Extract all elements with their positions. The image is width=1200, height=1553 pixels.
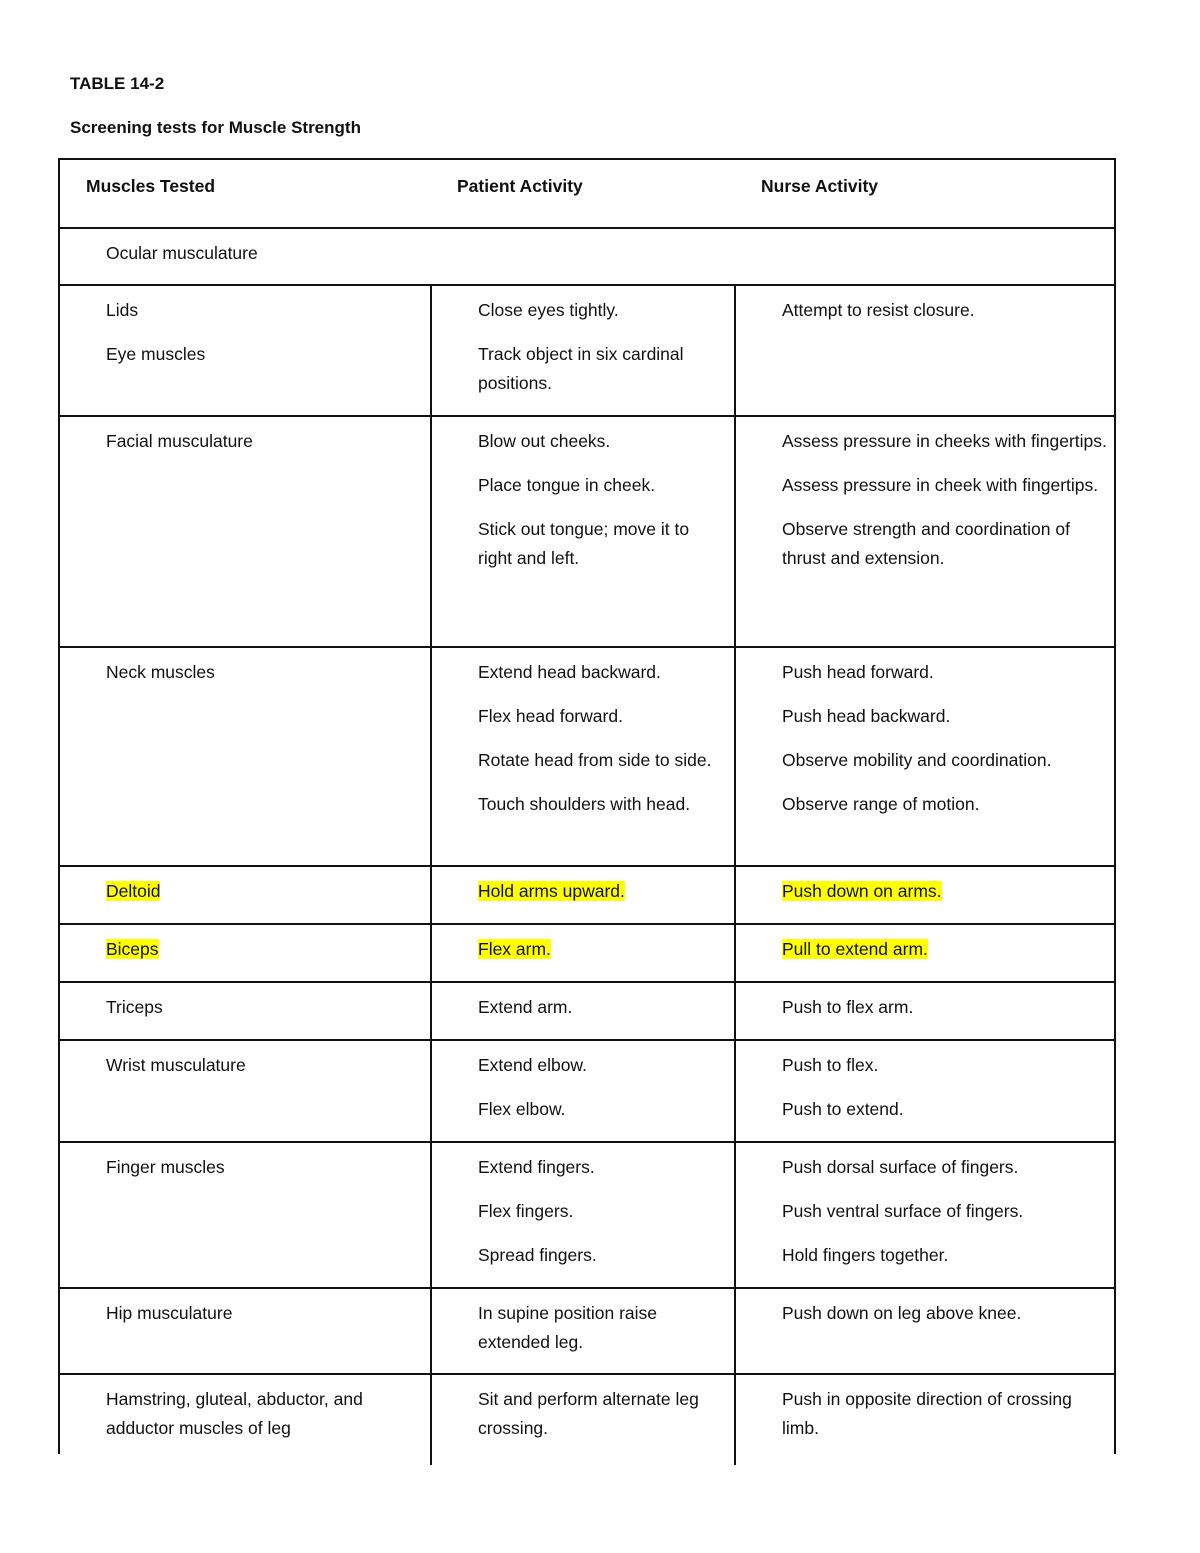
cell-text: Finger muscles [106, 1157, 225, 1177]
table-row [60, 1289, 1114, 1375]
cell-text: Facial musculature [106, 431, 253, 451]
cell-text: Observe range of motion. [782, 794, 980, 814]
muscles-tested-cell [60, 983, 430, 1039]
cell-text: Push dorsal surface of fingers. [782, 1157, 1019, 1177]
cell-text: Hip musculature [106, 1303, 233, 1323]
column-header-patient-activity: Patient Activity [457, 176, 583, 196]
muscle-strength-table [58, 158, 1116, 1454]
cell-text: Triceps [106, 997, 163, 1017]
cell-text: Close eyes tightly. [478, 300, 619, 320]
cell-text: Push down on arms. [782, 881, 942, 901]
nurse-activity-cell [734, 417, 1114, 646]
cell-text: In supine position raise extended leg. [478, 1303, 657, 1352]
cell-text: Flex elbow. [478, 1099, 566, 1119]
cell-text: Hold arms upward. [478, 881, 625, 901]
column-header-nurse-activity: Nurse Activity [761, 176, 879, 196]
muscles-tested-cell [60, 648, 430, 865]
table-row [60, 1143, 1114, 1289]
patient-activity-cell [430, 648, 734, 865]
cell-text: Push down on leg above knee. [782, 1303, 1022, 1323]
cell-text: Flex arm. [478, 939, 551, 959]
nurse-activity-cell [734, 1041, 1114, 1141]
column-header-muscles: Muscles Tested [86, 176, 216, 196]
muscles-tested-cell [60, 1143, 430, 1287]
table-row [60, 925, 1114, 983]
muscles-tested-cell [60, 1289, 430, 1373]
nurse-activity-cell [734, 867, 1114, 923]
section-label: Ocular musculature [106, 243, 258, 263]
cell-text: Observe mobility and coordination. [782, 750, 1052, 770]
cell-text: Hold fingers together. [782, 1245, 949, 1265]
cell-text: Touch shoulders with head. [478, 794, 691, 814]
cell-text: Push in opposite direction of crossing limb. [782, 1389, 1072, 1438]
muscles-tested-cell [60, 925, 430, 981]
cell-text: Assess pressure in cheeks with fingertips. [782, 431, 1107, 451]
muscles-tested-cell [60, 1041, 430, 1141]
cell-text: Push to extend. [782, 1099, 904, 1119]
muscles-tested-cell [60, 417, 430, 646]
patient-activity-cell [430, 1041, 734, 1141]
table-row [60, 648, 1114, 867]
table-row [60, 417, 1114, 648]
table-caption: Screening tests for Muscle Strength [70, 118, 361, 137]
cell-text: Assess pressure in cheek with fingertips. [782, 475, 1099, 495]
patient-activity-cell [430, 1289, 734, 1373]
cell-text: Observe strength and coordination of thrust and extension. [782, 519, 1070, 568]
patient-activity-cell [430, 925, 734, 981]
nurse-activity-cell [734, 1143, 1114, 1287]
cell-text: Push head backward. [782, 706, 951, 726]
cell-text: Sit and perform alternate leg crossing. [478, 1389, 699, 1438]
cell-text: Place tongue in cheek. [478, 475, 656, 495]
cell-text: Track object in six cardinal positions. [478, 344, 684, 393]
table-row [60, 286, 1114, 417]
cell-text: Neck muscles [106, 662, 215, 682]
table-row [60, 1041, 1114, 1143]
cell-text: Rotate head from side to side. [478, 750, 712, 770]
nurse-activity-cell [734, 1289, 1114, 1373]
table-number: TABLE 14-2 [70, 74, 165, 93]
cell-text: Spread fingers. [478, 1245, 597, 1265]
patient-activity-cell [430, 417, 734, 646]
cell-text: Push head forward. [782, 662, 934, 682]
section-row-ocular [60, 229, 1114, 286]
patient-activity-cell [430, 867, 734, 923]
cell-text: Pull to extend arm. [782, 939, 928, 959]
cell-text: Biceps [106, 939, 159, 959]
cell-text: Hamstring, gluteal, abductor, and adductor muscles of leg [106, 1389, 363, 1438]
cell-text: Deltoid [106, 881, 161, 901]
nurse-activity-cell [734, 983, 1114, 1039]
cell-text: Attempt to resist closure. [782, 300, 975, 320]
muscles-tested-cell [60, 867, 430, 923]
nurse-activity-cell [734, 925, 1114, 981]
cell-text: Wrist musculature [106, 1055, 246, 1075]
muscles-tested-cell [60, 1375, 430, 1465]
cell-text: Extend fingers. [478, 1157, 595, 1177]
table-row [60, 1375, 1114, 1465]
patient-activity-cell [430, 1375, 734, 1465]
cell-text: Eye muscles [106, 344, 206, 364]
cell-text: Lids [106, 300, 139, 320]
table-row [60, 983, 1114, 1041]
cell-text: Blow out cheeks. [478, 431, 611, 451]
cell-text: Push ventral surface of fingers. [782, 1201, 1024, 1221]
cell-text: Extend elbow. [478, 1055, 587, 1075]
table-header-row [60, 160, 1114, 229]
cell-text: Push to flex arm. [782, 997, 914, 1017]
cell-text: Push to flex. [782, 1055, 879, 1075]
nurse-activity-cell [734, 1375, 1114, 1465]
cell-text: Extend arm. [478, 997, 573, 1017]
patient-activity-cell [430, 1143, 734, 1287]
patient-activity-cell [430, 983, 734, 1039]
nurse-activity-cell [734, 286, 1114, 415]
table-row [60, 867, 1114, 925]
muscles-tested-cell [60, 286, 430, 415]
nurse-activity-cell [734, 648, 1114, 865]
cell-text: Flex fingers. [478, 1201, 574, 1221]
patient-activity-cell [430, 286, 734, 415]
cell-text: Extend head backward. [478, 662, 661, 682]
cell-text: Flex head forward. [478, 706, 623, 726]
cell-text: Stick out tongue; move it to right and left. [478, 519, 690, 568]
